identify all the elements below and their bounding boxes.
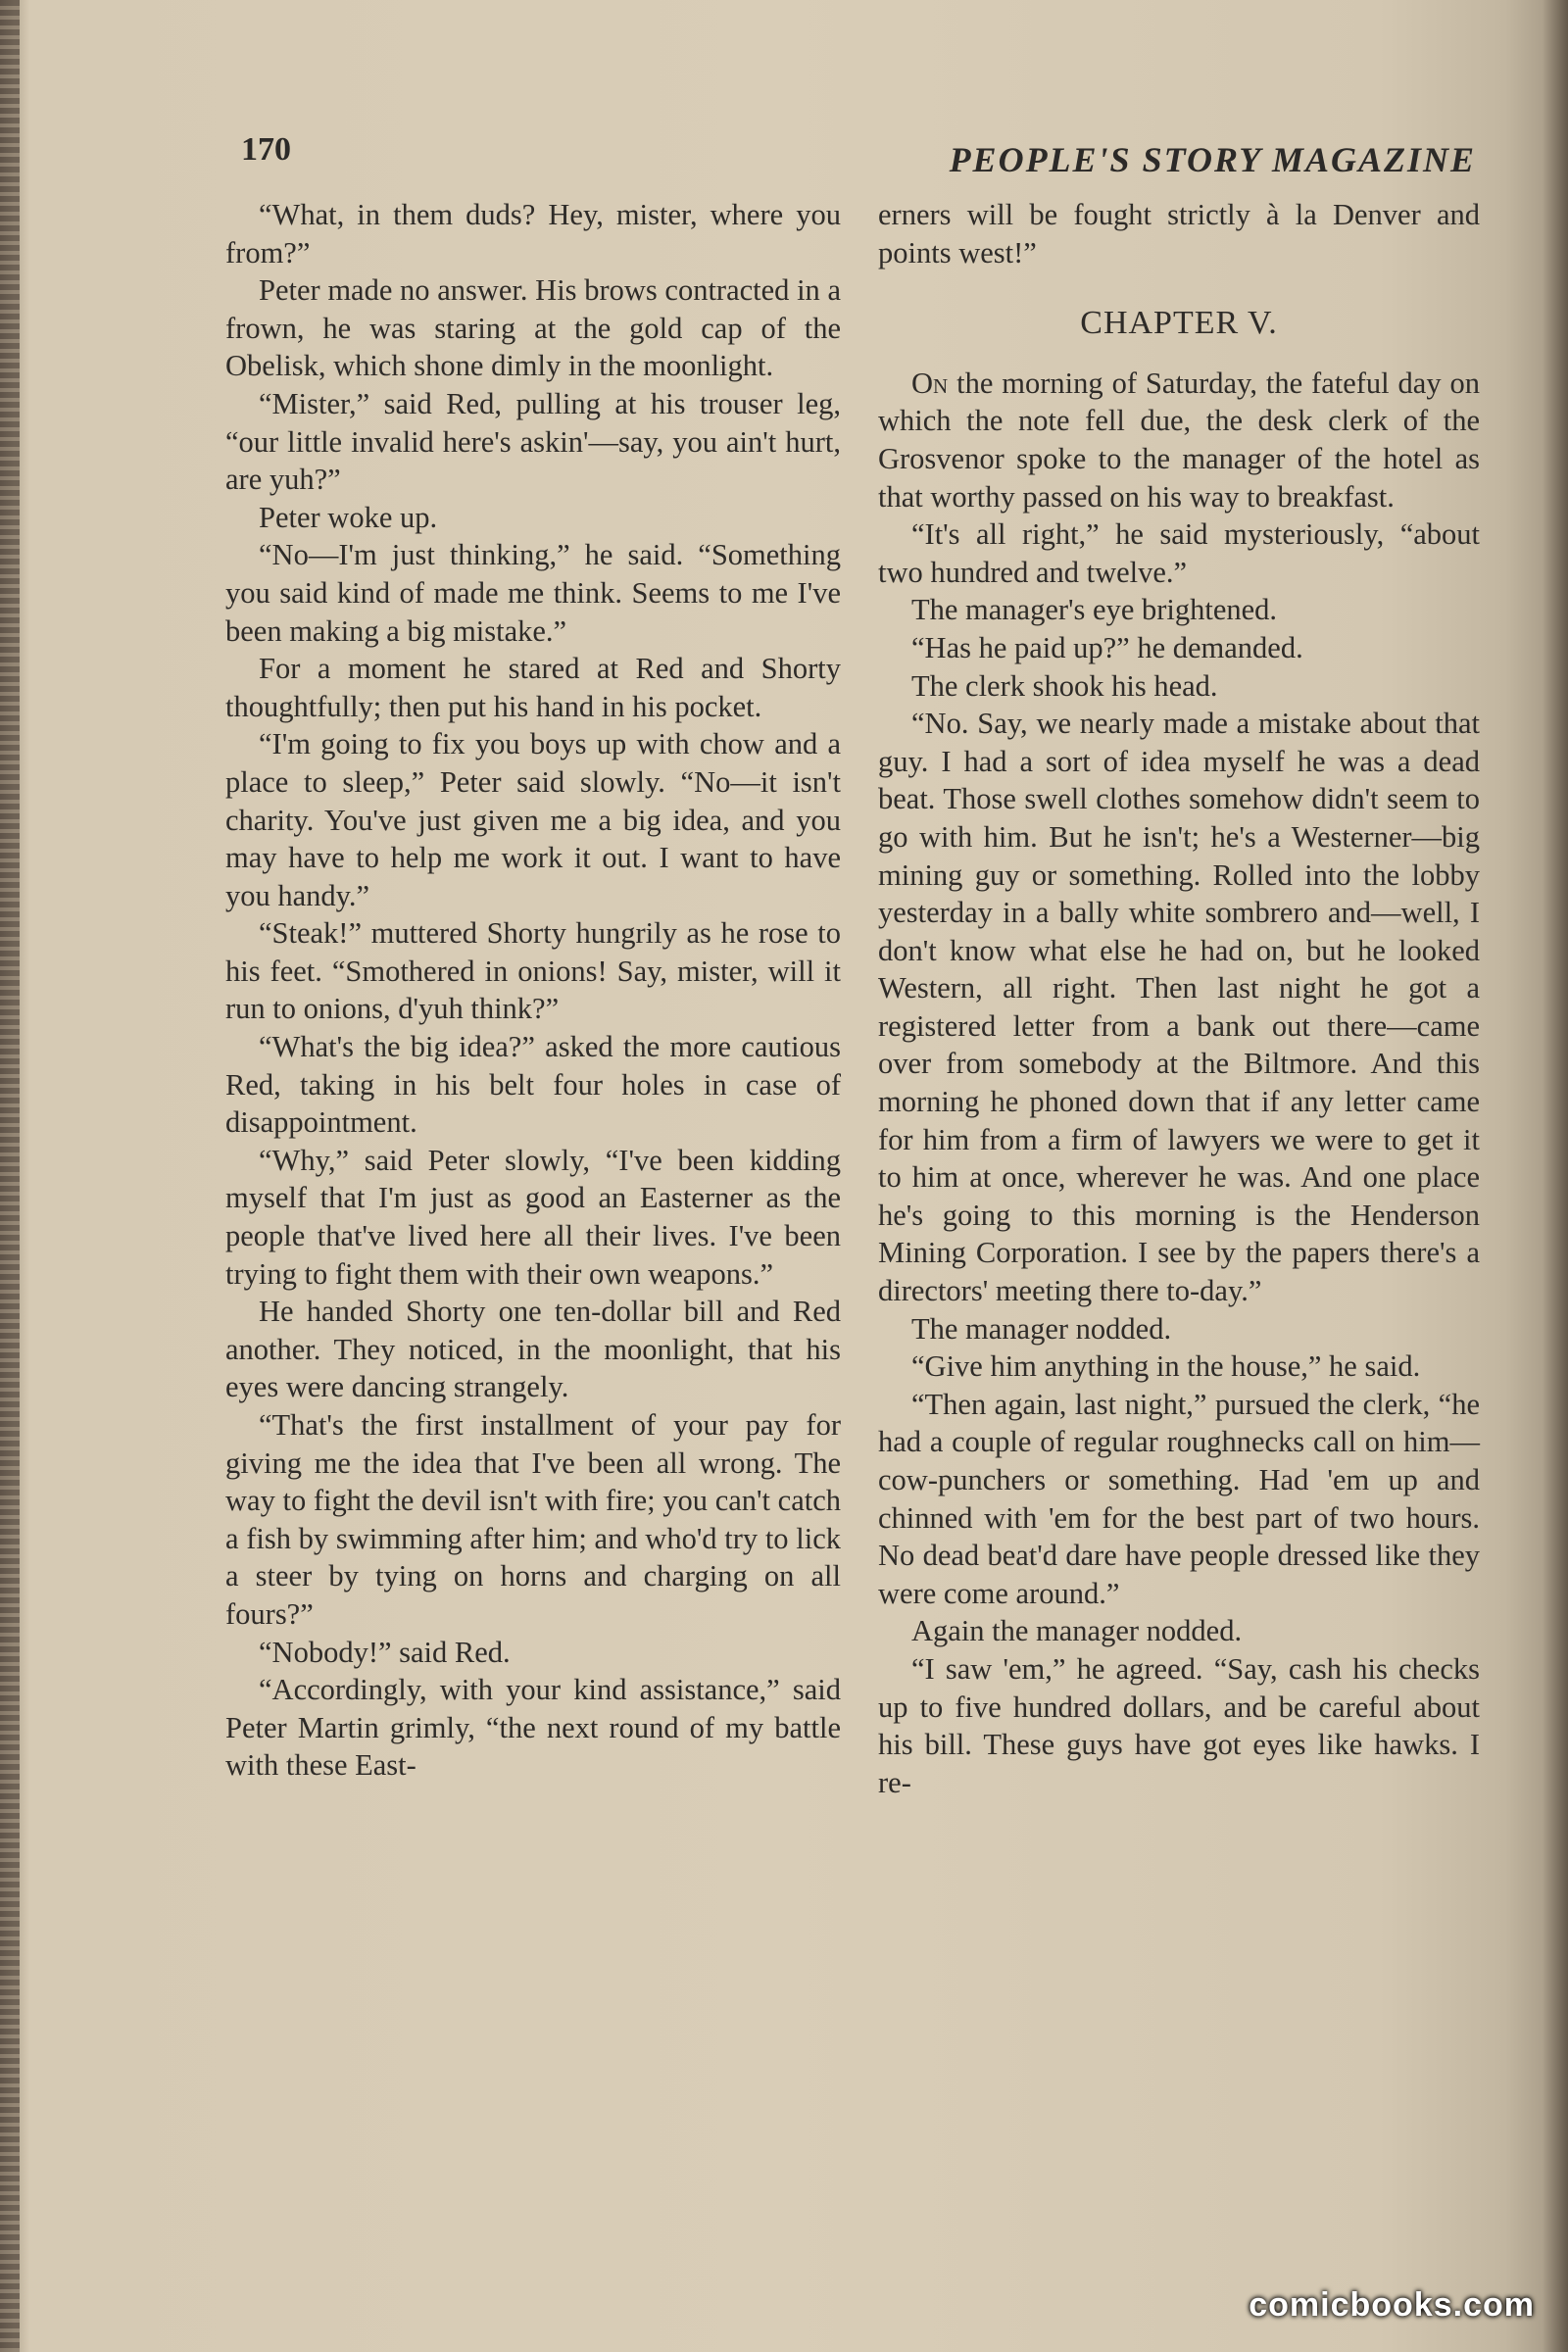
paragraph: “Then again, last night,” pursued the clerk, “he had a couple of regular roughnecks call on him—cow-punchers or something. Had 'em up and chinned with 'em for the best part of two hours. No dead beat'd dare have people dressed like they were come around.” xyxy=(878,1387,1480,1610)
paragraph: “Give him anything in the house,” he said. xyxy=(911,1349,1421,1384)
paragraph: The clerk shook his head. xyxy=(911,668,1218,703)
paragraph: Peter made no answer. His brows contracted in a frown, he was staring at the gold cap of the Obelisk, which shone dimly in the moonlight. xyxy=(225,273,841,383)
paragraph: “Why,” said Peter slowly, “I've been kidding myself that I'm just as good an Easterner as the people that've lived here all their lives. I've been trying to fight them with their own weapons.” xyxy=(225,1143,841,1291)
paragraph: Again the manager nodded. xyxy=(911,1614,1243,1648)
right-column xyxy=(878,196,1480,1801)
paragraph: For a moment he stared at Red and Shorty thoughtfully; then put his hand in his pocket. xyxy=(225,652,841,723)
running-title: PEOPLE'S STORY MAGAZINE xyxy=(949,140,1476,179)
watermark: comicbooks.com xyxy=(1249,2286,1535,2324)
left-column xyxy=(225,196,841,1785)
chapter-opening-paragraph xyxy=(878,365,1480,515)
paragraph: “No. Say, we nearly made a mistake about that guy. I had a sort of idea myself he was a dead beat. Those swell clothes somehow didn't seem to go with him. But he isn't; he's a Westerner—big mining guy or something. Rolled into the lobby yesterday in a bally white sombrero and—well, I don't know what else he had on, but he looked Western, all right. Then last night he got a registered letter from a bank out there—came over from somebody at the Biltmore. And this morning he phoned down that if any letter came for him from a firm of lawyers we were to get it to him at once, wherever he was. And one place he's going to this morning is the Henderson Mining Corporation. I see by the papers there's a directors' meeting there to-day.” xyxy=(878,707,1480,1308)
paragraph: “Accordingly, with your kind assistance,” said Peter Martin grimly, “the next round of my battle with these East- xyxy=(225,1673,841,1783)
book-spine-edge xyxy=(0,0,20,2352)
page-edge-shadow xyxy=(1543,0,1568,2352)
continued-paragraph: erners will be fought strictly à la Denver and points west!” xyxy=(878,198,1480,270)
paragraph: The manager nodded. xyxy=(911,1311,1172,1346)
paragraph: “Nobody!” said Red. xyxy=(259,1635,511,1669)
paragraph: He handed Shorty one ten-dollar bill and Red another. They noticed, in the moonlight, that his eyes were dancing strangely. xyxy=(225,1295,841,1404)
chapter-heading: CHAPTER V. xyxy=(1080,305,1278,342)
page-header xyxy=(241,127,1476,186)
paragraph: “No—I'm just thinking,” he said. “Something you said kind of made me think. Seems to me I've been making a big mistake.” xyxy=(225,538,841,648)
opening-text: the morning of Saturday, the fateful day on which the note fell due, the desk clerk of the Grosvenor spoke to the manager of the hotel as that worthy passed on his way to breakfast. xyxy=(878,366,1480,514)
paragraph: “Has he paid up?” he demanded. xyxy=(911,630,1303,664)
paragraph: The manager's eye brightened. xyxy=(911,593,1278,627)
paragraph: “I'm going to fix you boys up with chow and a place to sleep,” Peter said slowly. “No—it isn't charity. You've just given me a big idea, and you may have to help me work it out. I want to have you handy.” xyxy=(225,727,841,912)
paragraph: “That's the first installment of your pay for giving me the idea that I've been all wrong. The way to fight the devil isn't with fire; you can't catch a fish by swimming after him; and who'd try to lick a steer by tying on horns and charging on all fours?” xyxy=(225,1408,841,1631)
paragraph: “Mister,” said Red, pulling at his trouser leg, “our little invalid here's askin'—say, you ain't hurt, are yuh?” xyxy=(225,386,841,497)
paragraph: “What, in them duds? Hey, mister, where you from?” xyxy=(225,198,841,270)
paragraph: “It's all right,” he said mysteriously, “about two hundred and twelve.” xyxy=(878,517,1480,589)
paragraph: “I saw 'em,” he agreed. “Say, cash his checks up to five hundred dollars, and be careful about his bill. These guys have got eyes like hawks. I re- xyxy=(878,1651,1480,1799)
paragraph: Peter woke up. xyxy=(259,500,438,534)
opening-word: On xyxy=(911,366,949,400)
paragraph: “What's the big idea?” asked the more cautious Red, taking in his belt four holes in case of disappointment. xyxy=(225,1030,841,1140)
paragraph: “Steak!” muttered Shorty hungrily as he rose to his feet. “Smothered in onions! Say, mister, will it run to onions, d'yuh think?” xyxy=(225,916,841,1026)
page-number: 170 xyxy=(241,131,291,168)
